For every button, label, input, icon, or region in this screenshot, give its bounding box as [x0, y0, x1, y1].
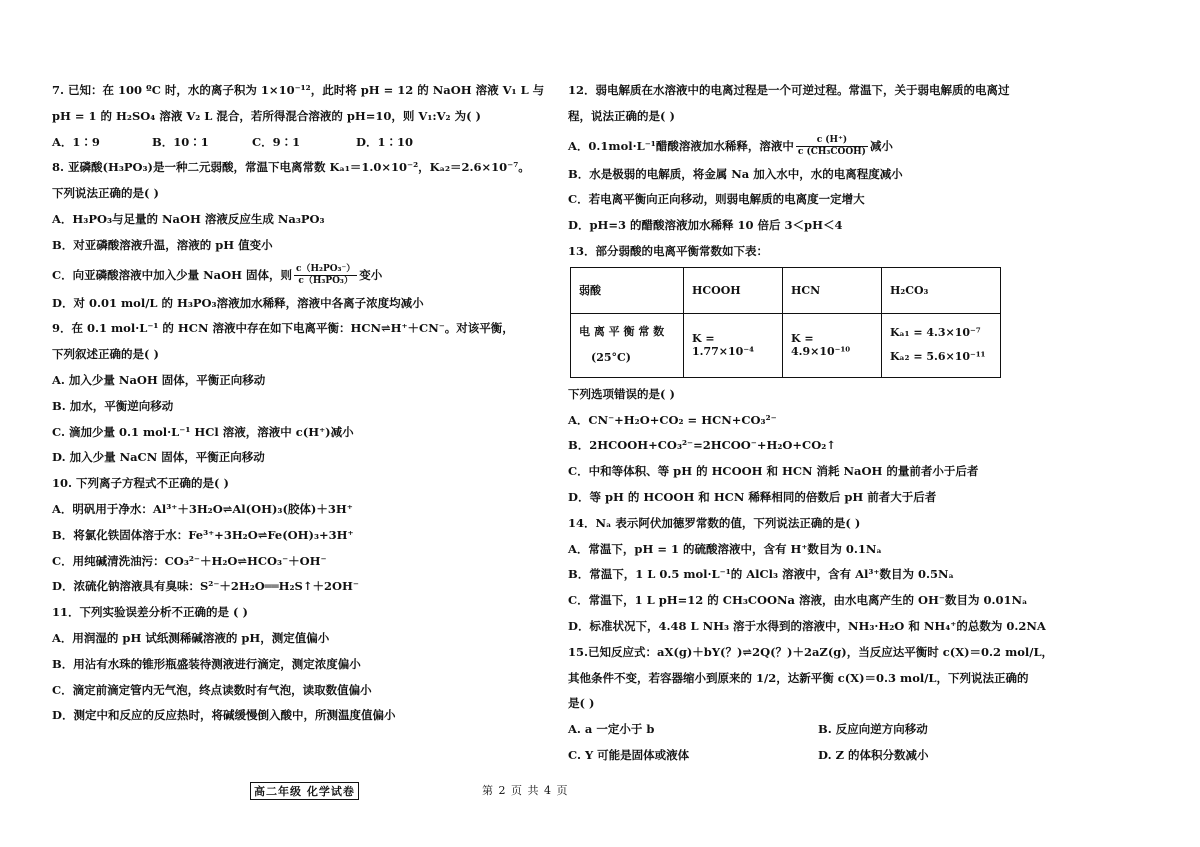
q8-line2: 下列说法正确的是( )	[52, 186, 159, 201]
q10-line1: 10. 下列离子方程式不正确的是( )	[52, 476, 229, 491]
q13-option-d: D．等 pH 的 HCOOH 和 HCN 稀释相同的倍数后 pH 前者大于后者	[568, 489, 937, 504]
q10-option-c: C．用纯碱清洗油污：CO₃²⁻＋H₂O⇌HCO₃⁻＋OH⁻	[52, 553, 327, 568]
table-cell-h2co3	[882, 313, 1001, 377]
q15-options-row2	[568, 743, 1038, 769]
acid-constant-table	[570, 267, 1001, 378]
table-row	[571, 267, 1001, 313]
q15-options-row1	[568, 717, 1038, 743]
q15-option-d: D. Z 的体积分数减小	[818, 747, 929, 762]
q14-option-d: D．标准状况下，4.48 L NH₃ 溶于水得到的溶液中，NH₃·H₂O 和 NH₄⁺的总数为 0.2NA	[568, 618, 1046, 633]
q10-option-b: B．将氯化铁固体溶于水：Fe³⁺+3H₂O⇌Fe(OH)₃+3H⁺	[52, 527, 354, 542]
table-cell-label	[571, 313, 684, 377]
q12-fraction-denominator: c (CH₃COOH)	[797, 147, 866, 158]
q11-option-a: A．用润湿的 pH 试纸测稀碱溶液的 pH，测定值偏小	[52, 630, 330, 645]
table-row	[571, 313, 1001, 377]
table-header-hcn: HCN	[783, 267, 882, 313]
q12-line2: 程，说法正确的是( )	[568, 108, 675, 123]
table-cell-ka1: Kₐ₁ = 4.3×10⁻⁷	[890, 326, 981, 340]
table-header-hcooh: HCOOH	[684, 267, 783, 313]
q9-line1: 9．在 0.1 mol·L⁻¹ 的 HCN 溶液中存在如下电离平衡：HCN⇌H⁺＋CN⁻。对该平衡，	[52, 321, 514, 336]
q9-option-d: D. 加入少量 NaCN 固体，平衡正向移动	[52, 450, 265, 465]
q8-fraction	[294, 264, 357, 287]
q13-line1: 13．部分弱酸的电离平衡常数如下表：	[568, 243, 769, 258]
q15-line2: 其他条件不变，若容器缩小到原来的 1/2，达新平衡 c(X)＝0.3 mol/L，下列说法正确的	[568, 670, 1029, 685]
table-cell-ka2: Kₐ₂ = 5.6×10⁻¹¹	[890, 350, 986, 364]
q14-option-a: A．常温下，pH = 1 的硫酸溶液中，含有 H⁺数目为 0.1Nₐ	[568, 541, 882, 556]
q8-option-d: D．对 0.01 mol/L 的 H₃PO₃溶液加水稀释，溶液中各离子浓度均减小	[52, 295, 424, 310]
table-header-h2co3: H₂CO₃	[882, 267, 1001, 313]
q7-option-d: D．1∶10	[356, 134, 413, 149]
q8-option-c	[52, 259, 532, 291]
q11-option-c: C．滴定前滴定管内无气泡，终点读数时有气泡，读取数值偏小	[52, 682, 372, 697]
q9-line2: 下列叙述正确的是( )	[52, 347, 159, 362]
q12-option-a-text: A．0.1mol·L⁻¹醋酸溶液加水稀释，溶液中	[568, 138, 794, 153]
q11-line1: 11．下列实验误差分析不正确的是 ( )	[52, 605, 248, 620]
q10-option-d: D．浓硫化钠溶液具有臭味：S²⁻＋2H₂O══H₂S↑＋2OH⁻	[52, 579, 359, 594]
q15-option-c: C. Y 可能是固体或液体	[568, 747, 690, 762]
q12-line1: 12．弱电解质在水溶液中的电离过程是一个可逆过程。常温下，关于弱电解质的电离过	[568, 83, 1010, 97]
q7-options	[52, 130, 532, 156]
q7-option-a: A．1∶9	[52, 134, 100, 149]
right-column	[568, 78, 1054, 769]
left-column	[52, 78, 545, 729]
footer-page-number: 第 2 页 共 4 页	[482, 784, 569, 797]
q12-option-c: C．若电离平衡向正向移动，则弱电解质的电离度一定增大	[568, 192, 865, 207]
q15-line1: 15.已知反应式：aX(g)＋bY(？)⇌2Q(？)＋2aZ(g)，当反应达平衡时 c(X)＝0.2 mol/L，	[568, 644, 1054, 659]
table-header-acid: 弱酸	[571, 267, 684, 313]
q12-option-a-suffix: 减小	[869, 138, 893, 153]
q7-line2: pH = 1 的 H₂SO₄ 溶液 V₂ L 混合，若所得混合溶液的 pH=10，则 V₁:V₂ 为( )	[52, 108, 481, 123]
q8-option-c-text: C．向亚磷酸溶液中加入少量 NaOH 固体，则	[52, 267, 293, 282]
q8-option-b: B．对亚磷酸溶液升温，溶液的 pH 值变小	[52, 237, 273, 252]
q13-line2: 下列选项错误的是( )	[568, 386, 675, 401]
q12-option-a	[568, 130, 1038, 162]
q11-option-d: D．测定中和反应的反应热时，将碱缓慢倒入酸中，所测温度值偏小	[52, 708, 396, 723]
q8-fraction-denominator: c（H₃PO₃）	[298, 276, 353, 287]
q13-option-b: B．2HCOOH+CO₃²⁻=2HCOO⁻+H₂O+CO₂↑	[568, 438, 836, 453]
q7-line1: 7. 已知：在 100 ºC 时，水的离子积为 1×10⁻¹²，此时将 pH = 12 的 NaOH 溶液 V₁ L 与	[52, 83, 545, 97]
table-label-line2: (25°C)	[591, 351, 631, 365]
q7-option-c: C．9∶1	[252, 134, 301, 149]
table-cell-hcooh: K = 1.77×10⁻⁴	[684, 313, 783, 377]
q8-option-c-suffix: 变小	[359, 267, 383, 282]
table-label-line1: 电 离 平 衡 常 数	[579, 325, 665, 339]
q14-line1: 14．Nₐ 表示阿伏加德罗常数的值，下列说法正确的是( )	[568, 515, 861, 530]
table-cell-hcn: K = 4.9×10⁻¹⁰	[783, 313, 882, 377]
q10-option-a: A．明矾用于净水：Al³⁺＋3H₂O⇌Al(OH)₃(胶体)＋3H⁺	[52, 501, 353, 516]
q11-option-b: B．用沾有水珠的锥形瓶盛装待测液进行滴定，测定浓度偏小	[52, 656, 361, 671]
q15-option-a: A. a 一定小于 b	[568, 722, 655, 737]
q14-option-c: C．常温下，1 L pH=12 的 CH₃COONa 溶液，由水电离产生的 OH⁻数目为 0.01Nₐ	[568, 593, 1028, 608]
q9-option-c: C. 滴加少量 0.1 mol·L⁻¹ HCl 溶液，溶液中 c(H⁺)减小	[52, 424, 354, 439]
q7-option-b: B．10∶1	[152, 134, 209, 149]
q14-option-b: B．常温下，1 L 0.5 mol·L⁻¹的 AlCl₃ 溶液中，含有 Al³⁺数目为 0.5Nₐ	[568, 567, 954, 582]
q12-option-d: D．pH=3 的醋酸溶液加水稀释 10 倍后 3＜pH＜4	[568, 218, 843, 233]
q12-fraction	[796, 135, 868, 158]
q12-option-b: B．水是极弱的电解质，将金属 Na 加入水中，水的电离程度减小	[568, 166, 903, 181]
q15-line3: 是( )	[568, 696, 595, 711]
q8-option-a: A．H₃PO₃与足量的 NaOH 溶液反应生成 Na₃PO₃	[52, 211, 325, 226]
q9-option-a: A. 加入少量 NaOH 固体，平衡正向移动	[52, 372, 266, 387]
q12-fraction-numerator: c (H⁺)	[796, 135, 868, 147]
q8-line1: 8. 亚磷酸(H₃PO₃)是一种二元弱酸，常温下电离常数 Kₐ₁＝1.0×10⁻²，Kₐ₂＝2.6×10⁻⁷。	[52, 160, 530, 175]
q9-option-b: B. 加水，平衡逆向移动	[52, 398, 174, 413]
q8-fraction-numerator: c（H₂PO₃⁻）	[296, 264, 356, 275]
q13-option-c: C．中和等体积、等 pH 的 HCOOH 和 HCN 消耗 NaOH 的量前者小于后者	[568, 464, 979, 479]
footer-exam-title: 高二年级 化学试卷	[250, 782, 359, 800]
q13-option-a: A．CN⁻+H₂O+CO₂ = HCN+CO₃²⁻	[568, 412, 777, 427]
q15-option-b: B. 反应向逆方向移动	[818, 722, 928, 737]
